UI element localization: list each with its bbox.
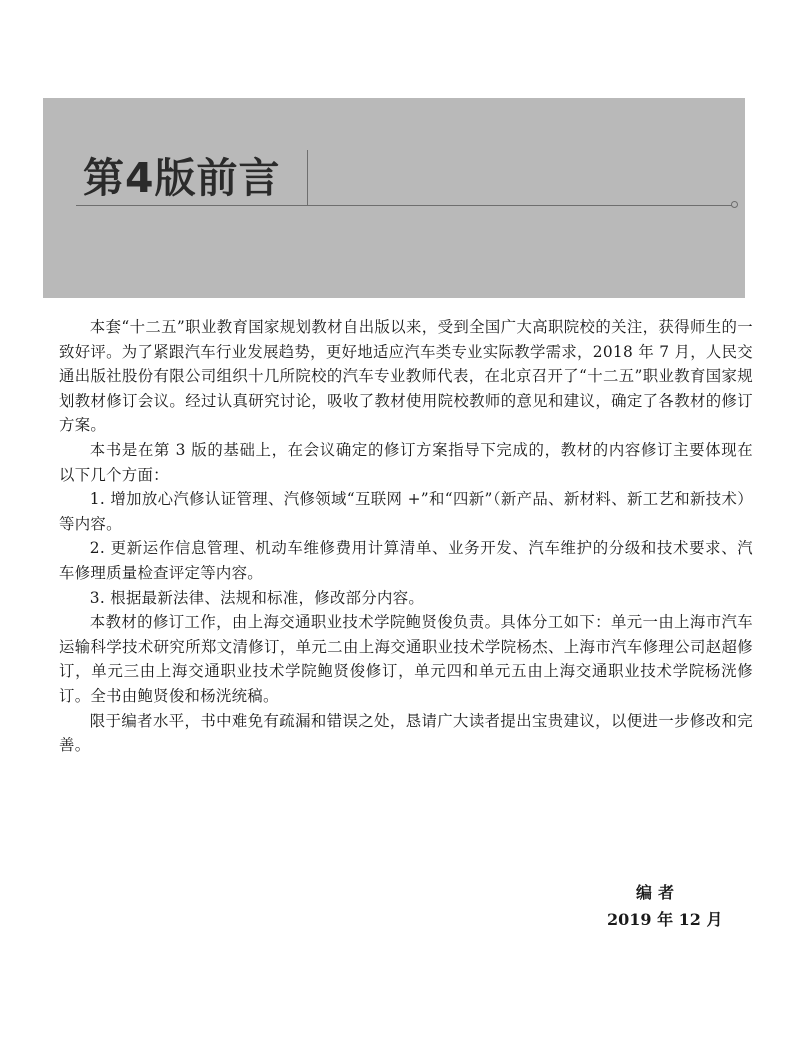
banner-horizontal-rule (76, 205, 732, 206)
preface-body (59, 315, 753, 758)
paragraph-item-2: 2. 更新运作信息管理、机动车维修费用计算清单、业务开发、汽车维护的分级和技术要求、汽车修理质量检查评定等内容。 (59, 539, 753, 582)
paragraph-revision-basis: 本书是在第 3 版的基础上，在会议确定的修订方案指导下完成的，教材的内容修订主要体现在以下几个方面： (59, 440, 753, 484)
paragraph-authors: 本教材的修订工作，由上海交通职业技术学院鲍贤俊负责。具体分工如下：单元一由上海市汽车运输科学技术研究所郑文清修订，单元二由上海交通职业技术学院杨杰、上海市汽车修理公司赵超修订，单元三由上海交通职业技术学院鲍贤俊修订，单元四和单元五由上海交通职业技术学院杨洸修订。全书由鲍贤俊和杨洸统稿。 (59, 613, 753, 705)
banner-vertical-rule (307, 150, 308, 206)
signature-name: 编者 (636, 883, 681, 902)
page-title: 第4版前言 (83, 154, 281, 202)
paragraph-item-1: 1. 增加放心汽修认证管理、汽修领域“互联网 +”和“四新”（新产品、新材料、新工艺和新技术）等内容。 (59, 490, 753, 533)
paragraph-closing: 限于编者水平，书中难免有疏漏和错误之处，恳请广大读者提出宝贵建议，以便进一步修改和完善。 (59, 711, 753, 755)
paragraph-item-3: 3. 根据最新法律、法规和标准，修改部分内容。 (89, 588, 425, 607)
paragraph-intro: 本套“十二五”职业教育国家规划教材自出版以来，受到全国广大高职院校的关注，获得师生的一致好评。为了紧跟汽车行业发展趋势，更好地适应汽车类专业实际教学需求，2018 年 7 月，人民交通出版社股份有限公司组织十几所院校的汽车专业教师代表，在北京召开了“十二五”职业教育国家规划教材修订会议。经过认真研究讨论，吸收了教材使用院校教师的意见和建议，确定了各教材的修订方案。 (59, 318, 753, 435)
signature-date: 2019 年 12 月 (607, 910, 723, 929)
banner-rule-end-circle (731, 201, 738, 208)
